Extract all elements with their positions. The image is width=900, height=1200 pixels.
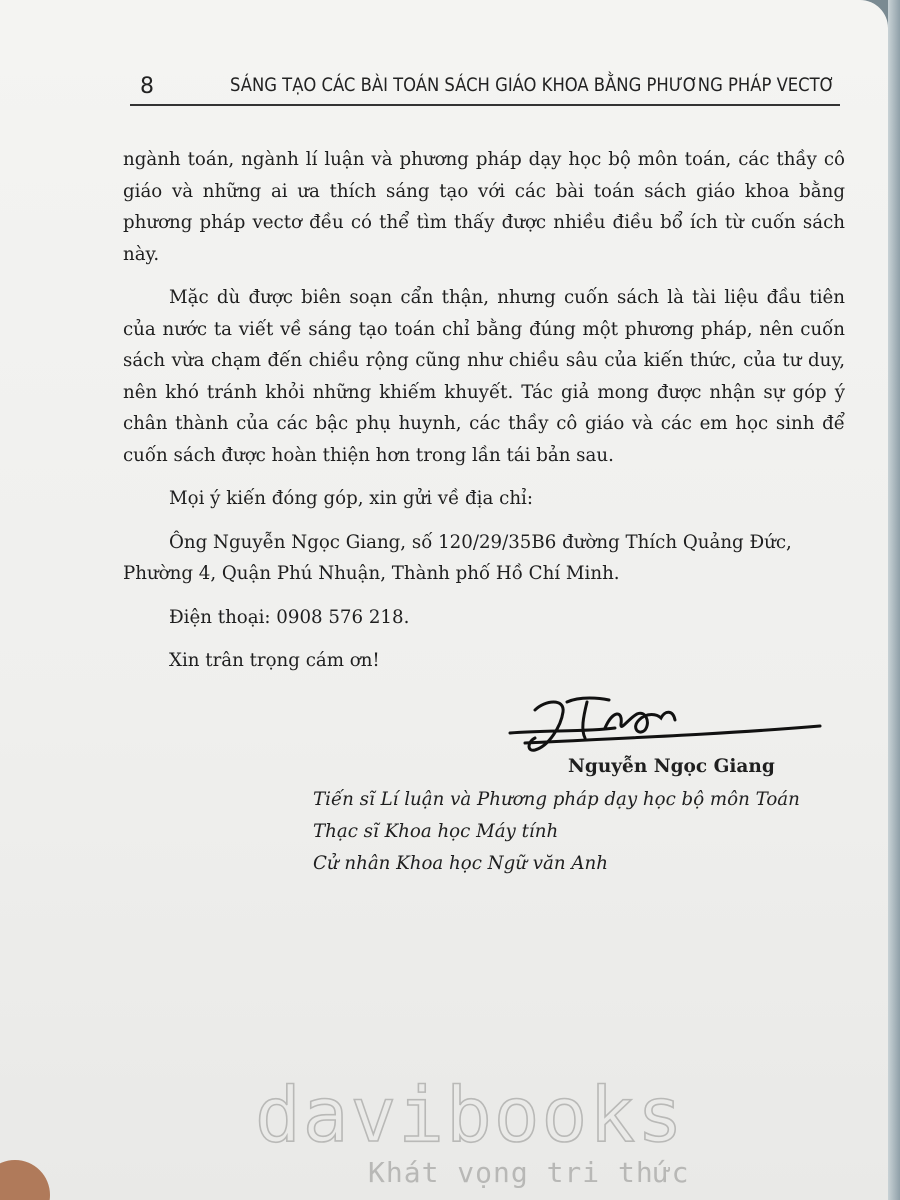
thanks-line: Xin trân trọng cám ơn! xyxy=(169,650,380,671)
body-text xyxy=(123,144,845,677)
paragraph-2: Mặc dù được biên soạn cẩn thận, nhưng cuốn sách là tài liệu đầu tiên của nước ta viết về sáng tạo toán chỉ bằng đúng một phương pháp, nên cuốn sách vừa chạm đến chiều rộng cũng như chiều sâu của kiến thức, của tư duy, nên khó tránh khỏi những khiếm khuyết. Tác giả mong được nhận sự góp ý chân thành của các bậc phụ huynh, các thầy cô giáo và các em học sinh để cuốn sách được hoàn thiện hơn trong lần tái bản sau. xyxy=(123,287,845,466)
signer-title-1: Tiến sĩ Lí luận và Phương pháp dạy học bộ môn Toán xyxy=(313,789,800,810)
signer-title-2: Thạc sĩ Khoa học Máy tính xyxy=(313,821,559,842)
watermark-brand: davibooks xyxy=(255,1070,685,1159)
signer-titles xyxy=(313,784,853,880)
signer-name: Nguyễn Ngọc Giang xyxy=(568,756,775,777)
address-line-1: Ông Nguyễn Ngọc Giang, số 120/29/35B6 đường Thích Quảng Đức, xyxy=(169,531,792,553)
header-rule xyxy=(130,104,840,106)
address-line-2: Phường 4, Quận Phú Nhuận, Thành phố Hồ Chí Minh. xyxy=(123,563,620,584)
page-edge xyxy=(888,0,900,1200)
paragraph-1: ngành toán, ngành lí luận và phương pháp dạy học bộ môn toán, các thầy cô giáo và những ai ưa thích sáng tạo với các bài toán sách giáo khoa bằng phương pháp vectơ đều có thể tìm thấy được nhiều điều bổ ích từ cuốn sách này. xyxy=(123,149,845,265)
running-title: SÁNG TẠO CÁC BÀI TOÁN SÁCH GIÁO KHOA BẰNG PHƯƠNG PHÁP VECTƠ xyxy=(230,74,835,96)
page-header xyxy=(130,68,840,104)
finger-photo-artifact xyxy=(0,1160,50,1200)
phone-line: Điện thoại: 0908 576 218. xyxy=(169,606,410,628)
handwritten-signature xyxy=(505,688,825,763)
page-number: 8 xyxy=(140,74,154,99)
feedback-line: Mọi ý kiến đóng góp, xin gửi về địa chỉ: xyxy=(169,488,533,509)
watermark-slogan: Khát vọng tri thức xyxy=(368,1156,690,1189)
signer-title-3: Cử nhân Khoa học Ngữ văn Anh xyxy=(313,853,608,874)
